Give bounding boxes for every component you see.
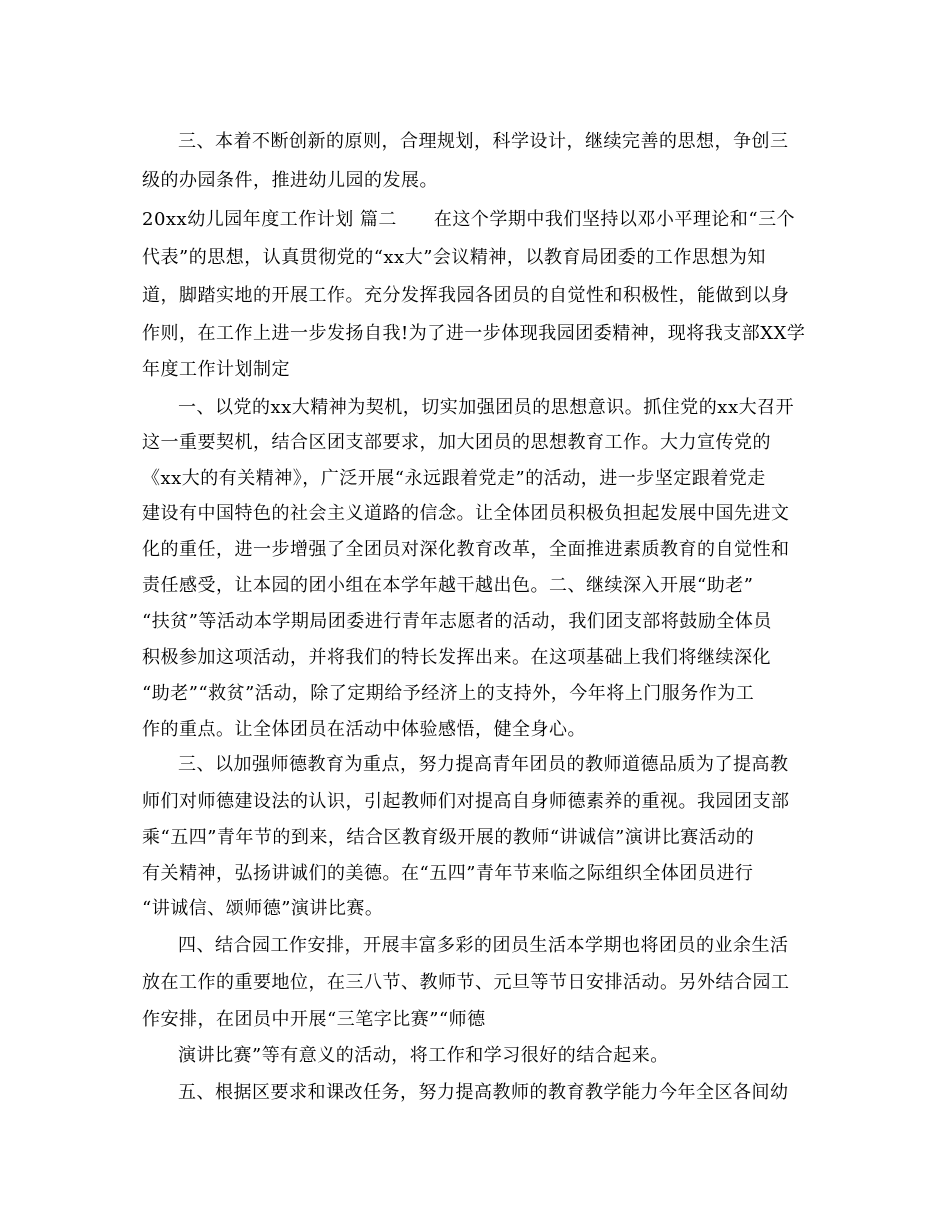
body-text-line: 有关精神，弘扬讲诚们的美德。在“五四”青年节来临之际组织全体团员进行 xyxy=(142,863,754,884)
body-text-line: 积极参加这项活动，并将我们的特长发挥出来。在这项基础上我们将继续深化 xyxy=(142,647,771,668)
body-text-line: 作的重点。让全体团员在活动中体验感悟，健全身心。 xyxy=(142,719,586,740)
body-text-line: 这一重要契机，结合区团支部要求，加大团员的思想教育工作。大力宣传党的 xyxy=(142,432,771,453)
body-text-line: 年度工作计划制定 xyxy=(142,359,290,380)
body-text-line: “讲诚信、颂师德”演讲比赛。 xyxy=(142,898,384,919)
body-text-line: 级的办园条件，推进幼儿园的发展。 xyxy=(142,170,438,191)
body-text-line: 师们对师德建设法的认识，引起教师们对提高自身师德素养的重视。我园团支部 xyxy=(142,791,790,812)
body-text-line: 代表”的思想，认真贯彻党的“xx大”会议精神，以教育局团委的工作思想为知 xyxy=(142,247,766,268)
body-text-line: “扶贫”等活动本学期局团委进行青年志愿者的活动，我们团支部将鼓励全体员 xyxy=(142,611,772,632)
body-text-line: 责任感受，让本园的团小组在本学年越干越出色。二、继续深入开展“助老” xyxy=(142,575,754,596)
body-text-line: “助老”“救贫”活动，除了定期给予经济上的支持外，今年将上门服务作为工 xyxy=(142,683,755,704)
body-text-line: 作安排，在团员中开展“三笔字比赛”“师德 xyxy=(142,1009,486,1030)
body-text-line: 建设有中国特色的社会主义道路的信念。让全体团员积极负担起发展中国先进文 xyxy=(142,503,790,524)
body-text-line: 三、以加强师德教育为重点，努力提高青年团员的教师道德品质为了提高教 xyxy=(178,754,789,775)
body-text-line: 放在工作的重要地位，在三八节、教师节、元旦等节日安排活动。另外结合园工 xyxy=(142,972,790,993)
body-text-line: 化的重任，进一步增强了全团员对深化教育改革，全面推进素质教育的自觉性和 xyxy=(142,539,790,560)
section-title-line: 20xx幼儿园年度工作计划 篇二 在这个学期中我们坚持以邓小平理论和“三个 xyxy=(142,209,796,230)
body-text-line: 演讲比赛”等有意义的活动，将工作和学习很好的结合起来。 xyxy=(178,1045,669,1066)
body-text-line: 道，脚踏实地的开展工作。充分发挥我园各团员的自觉性和积极性，能做到以身 xyxy=(142,285,790,306)
body-text-line: 作则，在工作上进一步发扬自我!为了进一步体现我园团委精神，现将我支部XX学 xyxy=(142,323,806,344)
body-text-line: 三、本着不断创新的原则，合理规划，科学设计，继续完善的思想，争创三 xyxy=(178,131,789,152)
body-text-line: 乘“五四”青年节的到来，结合区教育级开展的教师“讲诚信”演讲比赛活动的 xyxy=(142,827,755,848)
body-text-line: 《xx大的有关精神》，广泛开展“永远跟着党走”的活动，进一步坚定跟着党走 xyxy=(142,468,766,489)
body-text-line: 四、结合园工作安排，开展丰富多彩的团员生活本学期也将团员的业余生活 xyxy=(178,935,789,956)
body-text-line: 一、以党的xx大精神为契机，切实加强团员的思想意识。抓住党的xx大召开 xyxy=(178,397,795,418)
body-text-line: 五、根据区要求和课改任务，努力提高教师的教育教学能力今年全区各间幼 xyxy=(178,1082,789,1103)
